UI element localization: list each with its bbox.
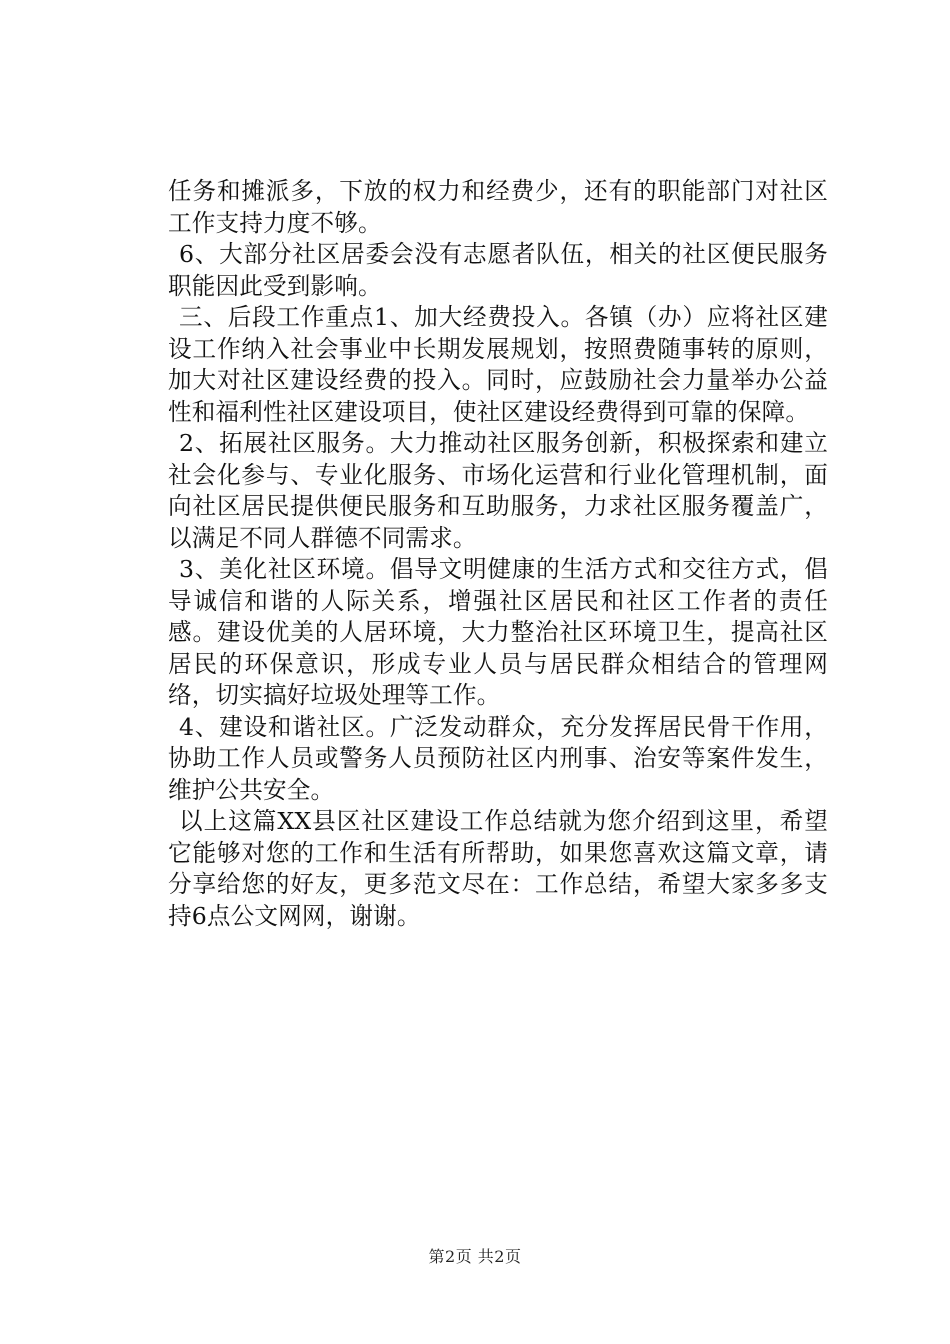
paragraph-1: 任务和摊派多，下放的权力和经费少，还有的职能部门对社区工作支持力度不够。 — [168, 177, 828, 237]
paragraph-7: 以上这篇XX县区社区建设工作总结就为您介绍到这里，希望它能够对您的工作和生活有所帮助，如果您喜欢这篇文章，请分享给您的好友，更多范文尽在：工作总结，希望大家多多支持6点公文网网，谢谢。 — [168, 807, 828, 930]
paragraph-6: 4、建设和谐社区。广泛发动群众，充分发挥居民骨干作用，协助工作人员或警务人员预防社区内刑事、治安等案件发生，维护公共安全。 — [168, 712, 828, 804]
paragraph-4: 2、拓展社区服务。大力推动社区服务创新，积极探索和建立社会化参与、专业化服务、市场化运营和行业化管理机制，面向社区居民提供便民服务和互助服务，力求社区服务覆盖广，以满足不同人群德不同需求。 — [168, 429, 828, 552]
document-body — [168, 176, 828, 932]
paragraph-3: 三、后段工作重点1、加大经费投入。各镇（办）应将社区建设工作纳入社会事业中长期发展规划，按照费随事转的原则，加大对社区建设经费的投入。同时，应鼓励社会力量举办公益性和福利性社区建设项目，使社区建设经费得到可靠的保障。 — [168, 303, 828, 426]
paragraph-5: 3、美化社区环境。倡导文明健康的生活方式和交往方式，倡导诚信和谐的人际关系，增强社区居民和社区工作者的责任感。建设优美的人居环境，大力整治社区环境卫生，提高社区居民的环保意识，形成专业人员与居民群众相结合的管理网络，切实搞好垃圾处理等工作。 — [168, 555, 828, 709]
page-footer: 第2页 共2页 — [428, 1247, 522, 1266]
paragraph-2: 6、大部分社区居委会没有志愿者队伍，相关的社区便民服务职能因此受到影响。 — [168, 240, 828, 300]
